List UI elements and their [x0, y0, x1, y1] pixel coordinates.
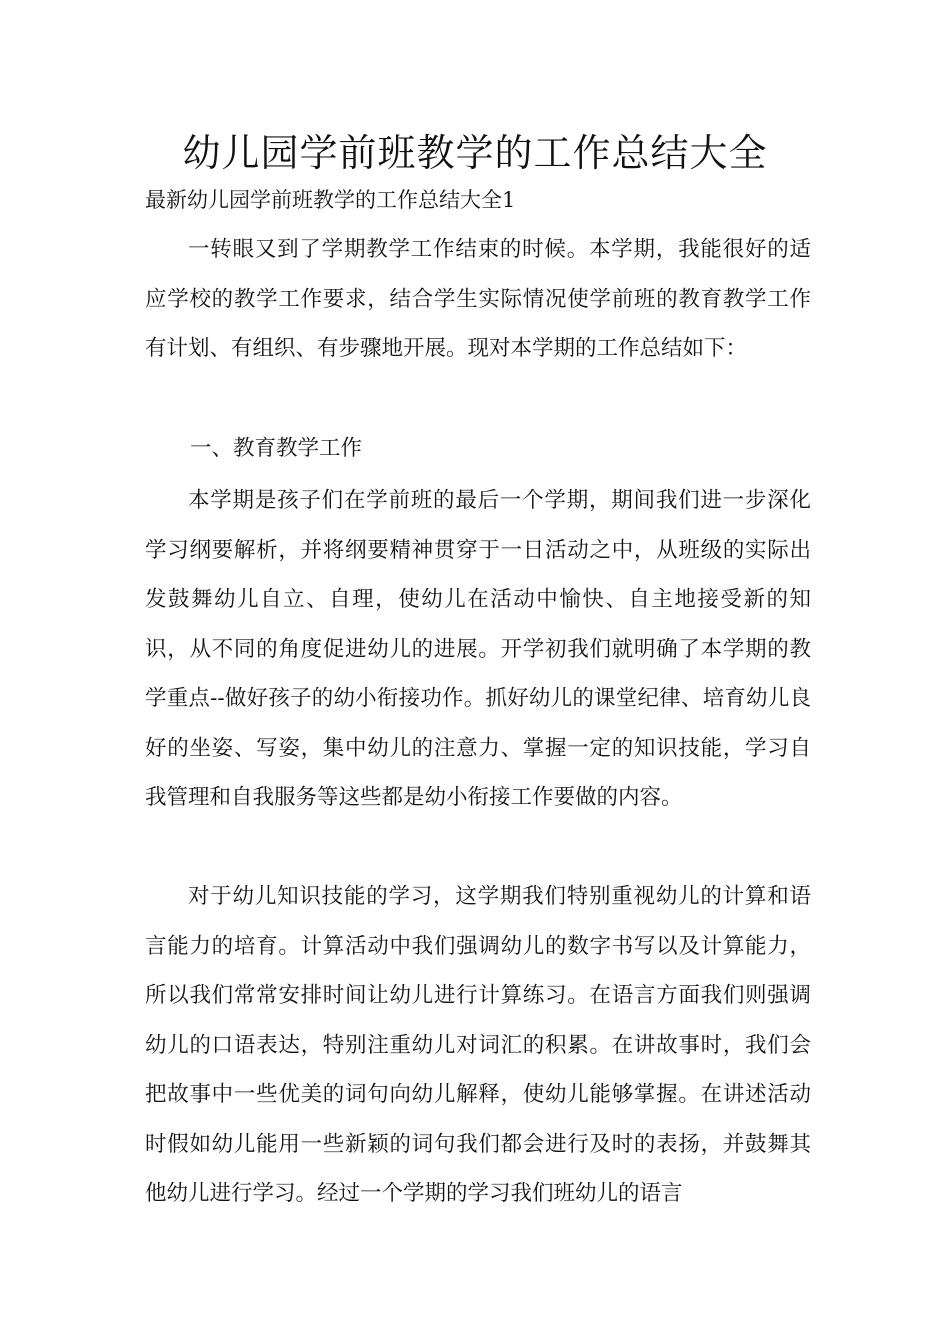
intro-paragraph: 一转眼又到了学期教学工作结束的时候。本学期，我能很好的适应学校的教学工作要求，结合学生实际情况使学前班的教育教学工作有计划、有组织、有步骤地开展。现对本学期的工作总结如下： [145, 237, 811, 361]
section-paragraph-1: 本学期是孩子们在学前班的最后一个学期，期间我们进一步深化学习纲要解析，并将纲要精神贯穿于一日活动之中，从班级的实际出发鼓舞幼儿自立、自理，使幼儿在活动中愉快、自主地接受新的知识，从不同的角度促进幼儿的进展。开学初我们就明确了本学期的教学重点--做好孩子的幼小衔接功作。抓好幼儿的课堂纪律、培育幼儿良好的坐姿、写姿，集中幼儿的注意力、掌握一定的知识技能，学习自我管理和自我服务等这些都是幼小衔接工作要做的内容。 [145, 488, 811, 810]
document-subtitle: 最新幼儿园学前班教学的工作总结大全1 [145, 188, 516, 212]
document-title: 幼儿园学前班教学的工作总结大全 [182, 131, 768, 175]
section-heading: 一、教育教学工作 [190, 436, 363, 461]
section-paragraph-2: 对于幼儿知识技能的学习，这学期我们特别重视幼儿的计算和语言能力的培育。计算活动中我们强调幼儿的数字书写以及计算能力，所以我们常常安排时间让幼儿进行计算练习。在语言方面我们则强调幼儿的口语表达，特别注重幼儿对词汇的积累。在讲故事时，我们会把故事中一些优美的词句向幼儿解释，使幼儿能够掌握。在讲述活动时假如幼儿能用一些新颖的词句我们都会进行及时的表扬，并鼓舞其他幼儿进行学习。经过一个学期的学习我们班幼儿的语言 [145, 884, 811, 1206]
